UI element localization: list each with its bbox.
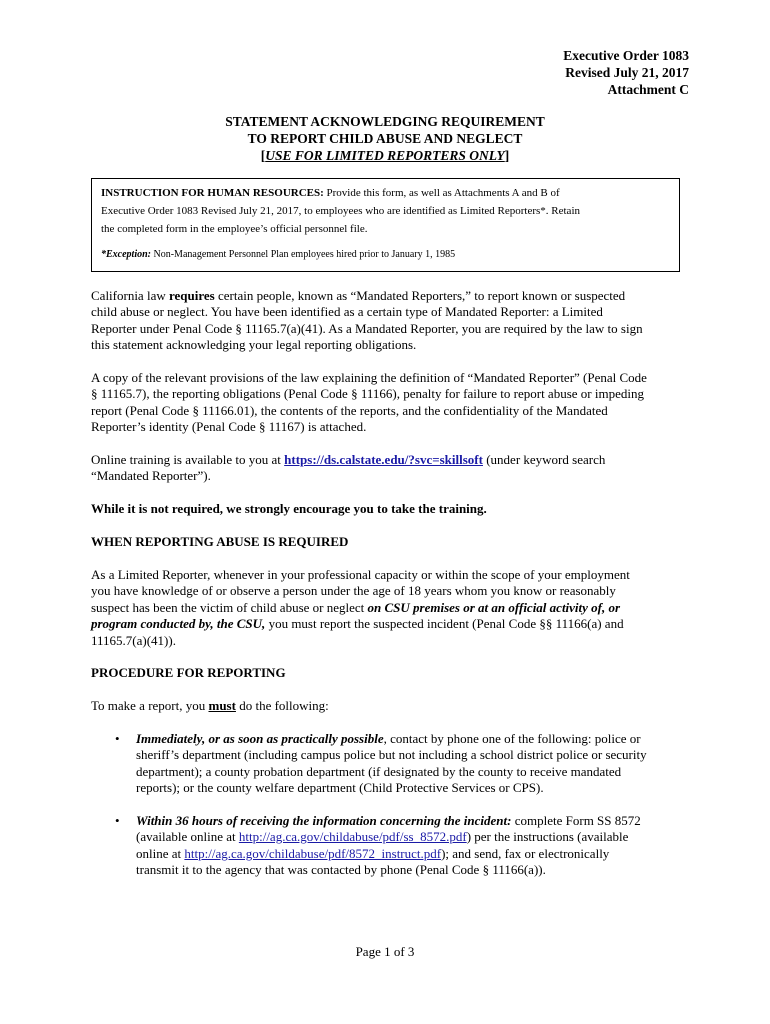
intro-line-2: child abuse or neglect. You have been identified as a certain type of Mandated Reporter: a Limited xyxy=(91,304,603,320)
exception-label: *Exception: xyxy=(101,249,151,260)
training-text-c: (under keyword search xyxy=(482,452,606,467)
procedure-intro-a: To make a report, you xyxy=(91,698,209,713)
bullet-2-line-1 xyxy=(136,813,686,829)
bullet-1-line-3: department); a county probation department (if designated by the county to receive mandated xyxy=(136,763,622,779)
hr-line-3: the completed form in the employee’s official personnel file. xyxy=(101,223,368,235)
when-reporting-heading: WHEN REPORTING ABUSE IS REQUIRED xyxy=(91,534,349,549)
instructions-link[interactable]: http://ag.ca.gov/childabuse/pdf/8572_instruct.pdf xyxy=(184,845,442,861)
bullet-1-text xyxy=(136,731,686,797)
copy-line-4: Reporter’s identity (Penal Code § 11167) is attached. xyxy=(91,419,367,435)
intro-paragraph xyxy=(91,288,691,354)
limited-reporters-note: USE FOR LIMITED REPORTERS ONLY xyxy=(265,148,505,163)
bullet-2-line-2 xyxy=(136,829,686,845)
page-number: Page 1 of 3 xyxy=(355,944,415,959)
bullet-1-line-1 xyxy=(136,731,686,747)
exception-note xyxy=(101,246,670,264)
when-line-4 xyxy=(91,616,691,632)
hr-line-2: Executive Order 1083 Revised July 21, 2017, to employees who are identified as Limited Reporters*. Retain xyxy=(101,205,580,217)
exception-text: Non-Management Personnel Plan employees hired prior to January 1, 1985 xyxy=(151,249,456,260)
title-line-2: TO REPORT CHILD ABUSE AND NEGLECT xyxy=(247,131,523,146)
bullet-2-line-2-a: (available online at xyxy=(136,829,239,845)
within-36-hours-emphasis: Within 36 hours of receiving the information concerning the incident: xyxy=(136,813,512,828)
executive-order-number: Executive Order 1083 xyxy=(563,48,689,63)
bullet-2-line-2-c: ) per the instructions (available xyxy=(466,829,629,845)
csu-premises-emphasis: on CSU premises or at an official activity of, or xyxy=(367,599,621,615)
bullet-2-text xyxy=(136,813,686,879)
procedure-intro xyxy=(91,698,691,714)
hr-instruction-label: INSTRUCTION FOR HUMAN RESOURCES: xyxy=(101,187,324,199)
hr-instruction-box xyxy=(91,178,680,272)
when-line-3-text: suspect has been the victim of child abuse or neglect xyxy=(91,599,368,615)
when-line-2: you have knowledge of or observe a person under the age of 18 years whom you know or reasonably xyxy=(91,583,616,599)
bracket-open: [ xyxy=(260,148,266,163)
document-header xyxy=(563,47,689,98)
when-reporting-paragraph xyxy=(91,567,691,649)
hr-line-1 xyxy=(101,184,670,202)
form-ss8572-link[interactable]: http://ag.ca.gov/childabuse/pdf/ss_8572.pdf xyxy=(238,829,467,845)
bullet-2-line-4: transmit it to the agency that was contacted by phone (Penal Code § 11166(a)). xyxy=(136,862,546,878)
training-line-1 xyxy=(91,452,691,468)
training-encouragement: While it is not required, we strongly encourage you to take the training. xyxy=(91,501,487,516)
intro-line-3: Reporter under Penal Code § 11165.7(a)(41). As a Mandated Reporter, you are required by the law to sign xyxy=(91,320,643,336)
bullet-1-line-1-text: , contact by phone one of the following: police or xyxy=(383,731,641,746)
copy-line-1: A copy of the relevant provisions of the law explaining the definition of “Mandated Reporter” (Penal Code xyxy=(91,370,647,385)
training-text-a: Online training is available to you at xyxy=(91,452,285,467)
bullet-2-line-3 xyxy=(136,846,686,862)
procedure-heading: PROCEDURE FOR REPORTING xyxy=(91,665,286,680)
copy-line-2: § 11165.7), the reporting obligations (Penal Code § 11166), penalty for failure to report abuse or impeding xyxy=(91,386,644,402)
training-line-2: “Mandated Reporter”). xyxy=(91,468,211,484)
title-line-3 xyxy=(0,147,770,164)
title-line-1: STATEMENT ACKNOWLEDGING REQUIREMENT xyxy=(225,114,545,129)
bullet-2-line-1-text: complete Form SS 8572 xyxy=(511,813,641,828)
training-paragraph xyxy=(91,452,691,485)
revision-date: Revised July 21, 2017 xyxy=(565,65,689,80)
bracket-close: ] xyxy=(504,148,510,163)
immediately-emphasis: Immediately, or as soon as practically possible xyxy=(136,731,384,746)
bullet-icon: • xyxy=(115,731,120,746)
when-line-4-text: you must report the suspected incident (Penal Code §§ 11166(a) and xyxy=(265,616,624,632)
training-link[interactable]: https://ds.calstate.edu/?svc=skillsoft xyxy=(284,452,483,467)
bullet-2-line-3-a: online at xyxy=(136,845,185,861)
bullet-icon: • xyxy=(115,813,120,828)
bullet-1-line-4: reports); or the county welfare department (Child Protective Services or CPS). xyxy=(136,780,544,796)
attachment-label: Attachment C xyxy=(607,82,689,97)
intro-line-1 xyxy=(91,288,691,304)
procedure-intro-c: do the following: xyxy=(235,698,329,713)
requires-emphasis: requires xyxy=(168,288,215,303)
hr-line-1-text: Provide this form, as well as Attachments A and B of xyxy=(323,187,560,199)
document-title xyxy=(0,113,770,164)
bullet-2-line-3-c: ); and send, fax or electronically xyxy=(441,845,610,861)
intro-line-4: this statement acknowledging your legal reporting obligations. xyxy=(91,337,417,353)
law-copy-paragraph xyxy=(91,370,691,436)
intro-text-c: certain people, known as “Mandated Reporters,” to report known or suspected xyxy=(214,288,626,303)
when-line-5: 11165.7(a)(41)). xyxy=(91,632,176,648)
bullet-1-line-2: sheriff’s department (including campus police but not including a school district police or security xyxy=(136,747,647,763)
csu-program-emphasis: program conducted by, the CSU, xyxy=(91,616,266,632)
intro-text-a: California law xyxy=(91,288,169,303)
must-emphasis: must xyxy=(208,698,236,713)
copy-line-3: report (Penal Code § 11166.01), the contents of the reports, and the confidentiality of the Mandated xyxy=(91,402,608,418)
when-line-3 xyxy=(91,600,691,616)
when-line-1: As a Limited Reporter, whenever in your professional capacity or within the scope of your employment xyxy=(91,567,630,582)
